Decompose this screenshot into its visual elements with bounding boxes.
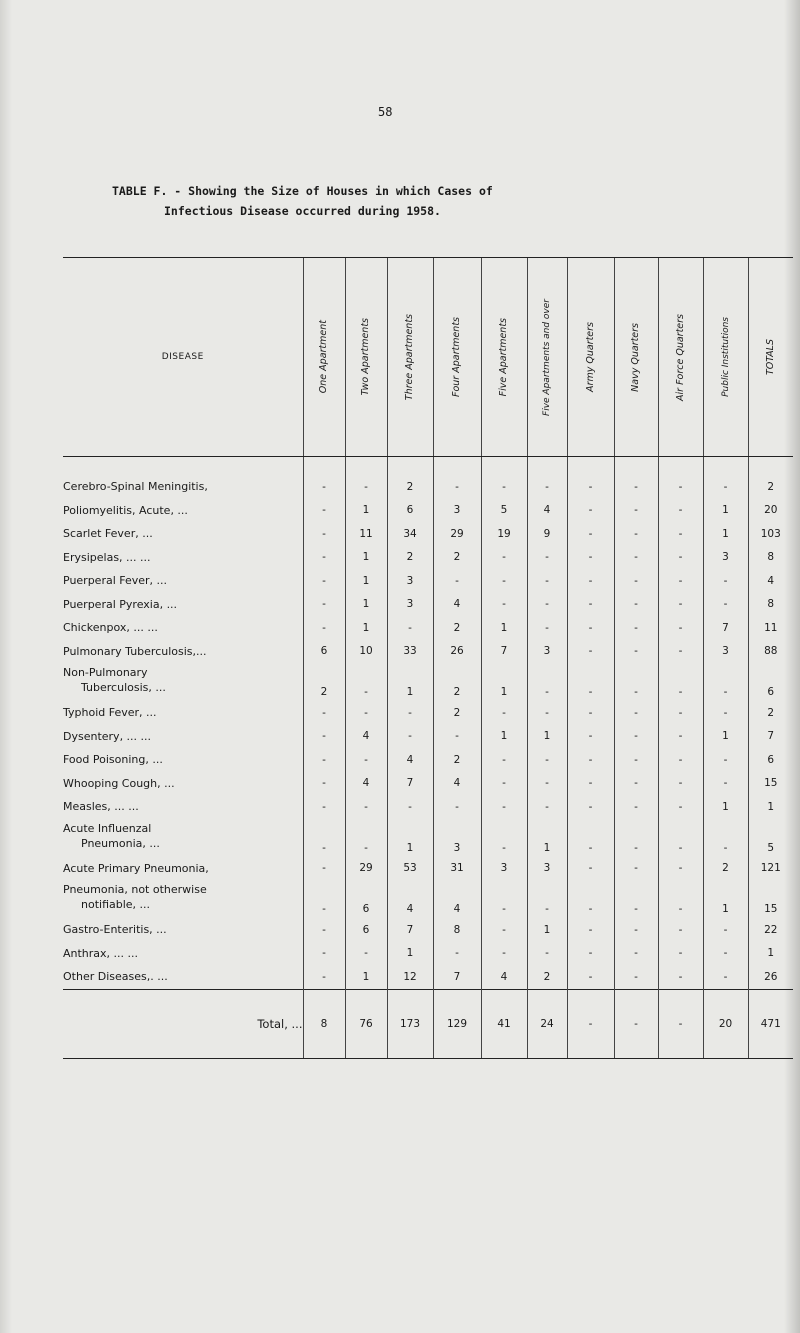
table-cell: 19 [481, 522, 527, 546]
table-cell: 5 [481, 499, 527, 523]
table-cell: - [527, 701, 567, 725]
disease-name: Food Poisoning, ... [63, 753, 163, 767]
column-header: Public Institutions [703, 258, 748, 457]
table-cell: - [303, 795, 345, 819]
table-cell: - [433, 725, 481, 749]
table-row [63, 701, 793, 725]
table-row [63, 725, 793, 749]
table-cell: - [703, 593, 748, 617]
table-cell: - [527, 475, 567, 499]
disease-name: Puerperal Pyrexia, ... [63, 597, 178, 611]
table-cell: - [567, 593, 614, 617]
table-row [63, 522, 793, 546]
table-cell: - [567, 748, 614, 772]
table-cell: - [614, 593, 658, 617]
table-cell: - [303, 569, 345, 593]
table-cell: - [614, 819, 658, 857]
disease-name: Cerebro-Spinal Meningitis, [63, 480, 208, 494]
table-title-line-2: Infectious Disease occurred during 1958. [164, 204, 441, 218]
column-header: Four Apartments [433, 258, 481, 457]
table-cell: - [614, 546, 658, 570]
table-cell: - [345, 795, 387, 819]
table-row [63, 942, 793, 966]
table-cell: - [658, 663, 703, 701]
table-cell: - [567, 546, 614, 570]
disease-name: Poliomyelitis, Acute, ... [63, 503, 188, 517]
table-cell: 1 [481, 616, 527, 640]
table-cell: 1 [703, 522, 748, 546]
table-cell: - [703, 965, 748, 989]
table-row [63, 795, 793, 819]
table-cell: 2 [748, 701, 793, 725]
table-cell: 31 [433, 857, 481, 881]
total-cell: 24 [527, 989, 567, 1058]
table-row [63, 616, 793, 640]
table-cell: - [567, 880, 614, 918]
table-cell: - [481, 546, 527, 570]
table-cell: 6 [748, 748, 793, 772]
table-cell: - [567, 663, 614, 701]
table-cell: - [567, 942, 614, 966]
table-cell: 9 [527, 522, 567, 546]
table-cell: - [614, 475, 658, 499]
table-cell: 20 [748, 499, 793, 523]
total-row [63, 989, 793, 1058]
table-cell: 3 [703, 640, 748, 664]
table-cell: 2 [433, 701, 481, 725]
table-cell: - [303, 880, 345, 918]
table-cell: - [614, 880, 658, 918]
disease-name: Puerperal Fever, ... [63, 574, 168, 588]
table-cell: - [658, 880, 703, 918]
table-cell: - [527, 616, 567, 640]
table-cell: 29 [345, 857, 387, 881]
table-cell: - [303, 748, 345, 772]
table-cell: 29 [433, 522, 481, 546]
column-header: Five Apartments and over [527, 258, 567, 457]
column-header: Three Apartments [387, 258, 433, 457]
table-cell: - [567, 701, 614, 725]
table-cell: - [303, 546, 345, 570]
table-row [63, 880, 793, 918]
table-cell: - [614, 725, 658, 749]
column-header: Air Force Quarters [658, 258, 703, 457]
table-cell: - [527, 748, 567, 772]
table-cell: - [658, 918, 703, 942]
table-cell: 2 [433, 748, 481, 772]
table-cell: - [567, 725, 614, 749]
table-cell: - [303, 701, 345, 725]
table-cell: - [658, 593, 703, 617]
table-cell: - [567, 640, 614, 664]
table-cell: - [303, 616, 345, 640]
table-cell: - [614, 748, 658, 772]
total-cell: 173 [387, 989, 433, 1058]
table-cell: - [303, 499, 345, 523]
table-cell: 1 [345, 616, 387, 640]
table-row [63, 499, 793, 523]
disease-header: DISEASE [63, 258, 303, 457]
table-cell: 2 [387, 546, 433, 570]
column-header: One Apartment [303, 258, 345, 457]
table-cell: 3 [527, 640, 567, 664]
table-cell: 11 [748, 616, 793, 640]
table-cell: 1 [481, 725, 527, 749]
table-cell: - [387, 616, 433, 640]
table-cell: 34 [387, 522, 433, 546]
table-cell: - [345, 475, 387, 499]
table-cell: 12 [387, 965, 433, 989]
table-row [63, 857, 793, 881]
table-cell: - [481, 942, 527, 966]
table-cell: - [703, 772, 748, 796]
table-cell: - [527, 942, 567, 966]
table-cell: - [567, 965, 614, 989]
table-cell: - [303, 475, 345, 499]
table-row [63, 819, 793, 857]
table-cell: 6 [345, 880, 387, 918]
disease-name: Measles, ... ... [63, 800, 139, 814]
table-cell: - [658, 748, 703, 772]
table-cell: - [527, 546, 567, 570]
table-cell: 2 [433, 546, 481, 570]
table-cell: 33 [387, 640, 433, 664]
table-cell: - [614, 918, 658, 942]
table-cell: 1 [703, 880, 748, 918]
disease-name: Non-Pulmonary Tuberculosis, ... [63, 666, 166, 694]
table-cell: 3 [481, 857, 527, 881]
table-cell: 1 [703, 499, 748, 523]
table-cell: 7 [387, 918, 433, 942]
table-cell: - [658, 942, 703, 966]
table-cell: 1 [345, 593, 387, 617]
table-cell: - [703, 918, 748, 942]
table-cell: - [567, 522, 614, 546]
table-cell: - [527, 880, 567, 918]
total-cell: - [658, 989, 703, 1058]
table-cell: 8 [433, 918, 481, 942]
table-cell: - [658, 857, 703, 881]
table-cell: - [567, 616, 614, 640]
table-cell: - [567, 918, 614, 942]
table-row [63, 546, 793, 570]
table-cell: - [614, 772, 658, 796]
table-cell: 26 [433, 640, 481, 664]
page-number: 58 [378, 105, 393, 119]
table-cell: 1 [703, 795, 748, 819]
table-cell: 3 [387, 593, 433, 617]
table-cell: 1 [703, 725, 748, 749]
table-cell: - [387, 725, 433, 749]
table-cell: - [614, 942, 658, 966]
table-cell: - [614, 795, 658, 819]
header-row [63, 258, 793, 457]
table-cell: 2 [748, 475, 793, 499]
table-cell: 6 [345, 918, 387, 942]
table-cell: - [481, 918, 527, 942]
disease-name: Pulmonary Tuberculosis,... [63, 644, 207, 658]
table-cell: - [703, 663, 748, 701]
table-cell: - [527, 663, 567, 701]
table-row [63, 772, 793, 796]
column-header: Five Apartments [481, 258, 527, 457]
table-cell: 10 [345, 640, 387, 664]
table-cell: 11 [345, 522, 387, 546]
table-cell: - [387, 795, 433, 819]
table-cell: - [303, 819, 345, 857]
total-cell: 76 [345, 989, 387, 1058]
table-cell: 5 [748, 819, 793, 857]
table-cell: - [658, 725, 703, 749]
disease-name: Gastro-Enteritis, ... [63, 923, 167, 937]
table-cell: - [303, 965, 345, 989]
table-cell: 103 [748, 522, 793, 546]
table-cell: 1 [345, 499, 387, 523]
disease-name: Dysentery, ... ... [63, 729, 152, 743]
table-cell: 6 [748, 663, 793, 701]
table-cell: 7 [748, 725, 793, 749]
table-cell: - [614, 857, 658, 881]
table-cell: - [658, 640, 703, 664]
table-cell: - [481, 475, 527, 499]
table-row [63, 918, 793, 942]
table-cell: 1 [527, 725, 567, 749]
table-cell: - [345, 701, 387, 725]
table-cell: - [345, 942, 387, 966]
table-cell: 4 [433, 880, 481, 918]
table-cell: 2 [433, 663, 481, 701]
table-cell: 4 [387, 748, 433, 772]
table-cell: 4 [345, 725, 387, 749]
table-cell: 3 [387, 569, 433, 593]
table-cell: - [658, 499, 703, 523]
table-cell: - [703, 942, 748, 966]
table-cell: - [567, 819, 614, 857]
table-cell: 7 [481, 640, 527, 664]
table-cell: - [567, 499, 614, 523]
total-cell: 129 [433, 989, 481, 1058]
spacer-row [63, 457, 793, 476]
table-cell: 4 [345, 772, 387, 796]
table-cell: - [658, 965, 703, 989]
column-header: Navy Quarters [614, 258, 658, 457]
table-cell: - [567, 475, 614, 499]
table-cell: - [658, 546, 703, 570]
table-cell: - [345, 819, 387, 857]
table-cell: 15 [748, 772, 793, 796]
table-cell: 7 [387, 772, 433, 796]
table-cell: - [567, 569, 614, 593]
table-cell: - [614, 499, 658, 523]
table-cell: 2 [527, 965, 567, 989]
table-cell: 1 [481, 663, 527, 701]
disease-name: Anthrax, ... ... [63, 946, 139, 960]
table-cell: - [481, 748, 527, 772]
disease-name: Erysipelas, ... ... [63, 550, 151, 564]
table-title-line-1: TABLE F. - Showing the Size of Houses in which Cases of [112, 184, 493, 198]
table-cell: - [567, 795, 614, 819]
total-cell: 8 [303, 989, 345, 1058]
total-cell: - [567, 989, 614, 1058]
table-row [63, 569, 793, 593]
table-cell: 2 [433, 616, 481, 640]
table-cell: 1 [748, 795, 793, 819]
disease-name: Pneumonia, not otherwise notifiable, ... [63, 883, 207, 911]
table-cell: - [703, 701, 748, 725]
table-cell: 1 [345, 965, 387, 989]
table-cell: 1 [345, 546, 387, 570]
table-cell: - [658, 819, 703, 857]
table-cell: 2 [303, 663, 345, 701]
table-cell: - [527, 795, 567, 819]
table-row [63, 748, 793, 772]
table-cell: 4 [527, 499, 567, 523]
table-row [63, 965, 793, 989]
disease-name: Scarlet Fever, ... [63, 527, 153, 541]
table-cell: - [527, 593, 567, 617]
table-cell: 4 [433, 593, 481, 617]
column-header: Two Apartments [345, 258, 387, 457]
table-cell: 7 [433, 965, 481, 989]
table-cell: - [658, 795, 703, 819]
table-cell: - [345, 748, 387, 772]
infectious-disease-table [63, 257, 793, 1059]
table-cell: - [481, 880, 527, 918]
table-cell: 4 [387, 880, 433, 918]
table-cell: 26 [748, 965, 793, 989]
table-cell: - [303, 857, 345, 881]
table-cell: - [303, 593, 345, 617]
table-cell: - [433, 475, 481, 499]
table-cell: - [567, 772, 614, 796]
table-cell: 121 [748, 857, 793, 881]
table-cell: 88 [748, 640, 793, 664]
table-cell: - [527, 569, 567, 593]
table-cell: - [614, 965, 658, 989]
table-cell: 1 [527, 918, 567, 942]
table-cell: 7 [703, 616, 748, 640]
table-cell: - [481, 819, 527, 857]
disease-name: Chickenpox, ... ... [63, 621, 158, 635]
table-cell: 4 [433, 772, 481, 796]
table-cell: 1 [387, 942, 433, 966]
total-label: Total, ... [63, 989, 303, 1058]
total-cell: 471 [748, 989, 793, 1058]
table-cell: - [703, 819, 748, 857]
total-cell: - [614, 989, 658, 1058]
table-cell: - [658, 772, 703, 796]
table-cell: - [703, 475, 748, 499]
table-cell: - [567, 857, 614, 881]
disease-name: Typhoid Fever, ... [63, 706, 157, 720]
table-cell: 1 [345, 569, 387, 593]
table-cell: - [614, 569, 658, 593]
table-cell: - [303, 522, 345, 546]
table-cell: 6 [387, 499, 433, 523]
table-row [63, 475, 793, 499]
table-cell: 3 [527, 857, 567, 881]
table-cell: 1 [748, 942, 793, 966]
table-cell: - [614, 616, 658, 640]
disease-name: Whooping Cough, ... [63, 776, 175, 790]
table-cell: 3 [433, 819, 481, 857]
table-cell: - [658, 569, 703, 593]
disease-name: Other Diseases,. ... [63, 970, 168, 984]
table-cell: - [658, 616, 703, 640]
table-cell: - [481, 569, 527, 593]
table-cell: 2 [387, 475, 433, 499]
table-row [63, 593, 793, 617]
table-cell: - [703, 569, 748, 593]
table-cell: 15 [748, 880, 793, 918]
table-cell: - [433, 942, 481, 966]
table-cell: 4 [481, 965, 527, 989]
column-header: Army Quarters [567, 258, 614, 457]
table-cell: 8 [748, 546, 793, 570]
table-cell: 3 [433, 499, 481, 523]
total-cell: 20 [703, 989, 748, 1058]
disease-name: Acute Influenzal Pneumonia, ... [63, 821, 160, 850]
table-cell: - [303, 918, 345, 942]
table-cell: - [481, 701, 527, 725]
table-cell: - [614, 522, 658, 546]
table-cell: - [303, 772, 345, 796]
table-cell: - [658, 522, 703, 546]
table-cell: - [433, 795, 481, 819]
table-row [63, 663, 793, 701]
table-cell: - [481, 795, 527, 819]
table-cell: - [481, 593, 527, 617]
table-row [63, 640, 793, 664]
disease-name: Acute Primary Pneumonia, [63, 861, 209, 875]
table-cell: - [658, 475, 703, 499]
table-cell: - [658, 701, 703, 725]
table-cell: - [527, 772, 567, 796]
table-cell: - [481, 772, 527, 796]
table-cell: 53 [387, 857, 433, 881]
table-cell: - [303, 942, 345, 966]
table-cell: 6 [303, 640, 345, 664]
table-cell: 1 [387, 819, 433, 857]
table-cell: - [614, 640, 658, 664]
table-cell: - [614, 701, 658, 725]
table-cell: 3 [703, 546, 748, 570]
table-cell: - [433, 569, 481, 593]
table-cell: 2 [703, 857, 748, 881]
table-cell: 4 [748, 569, 793, 593]
table-cell: 22 [748, 918, 793, 942]
table-cell: - [303, 725, 345, 749]
total-cell: 41 [481, 989, 527, 1058]
table-cell: 1 [527, 819, 567, 857]
table-cell: - [614, 663, 658, 701]
table-cell: 1 [387, 663, 433, 701]
table-body [63, 457, 793, 990]
table-cell: - [703, 748, 748, 772]
scan-edge-left [0, 0, 12, 1333]
table-cell: - [345, 663, 387, 701]
table-cell: - [387, 701, 433, 725]
column-header: TOTALS [748, 258, 793, 457]
table-cell: 8 [748, 593, 793, 617]
